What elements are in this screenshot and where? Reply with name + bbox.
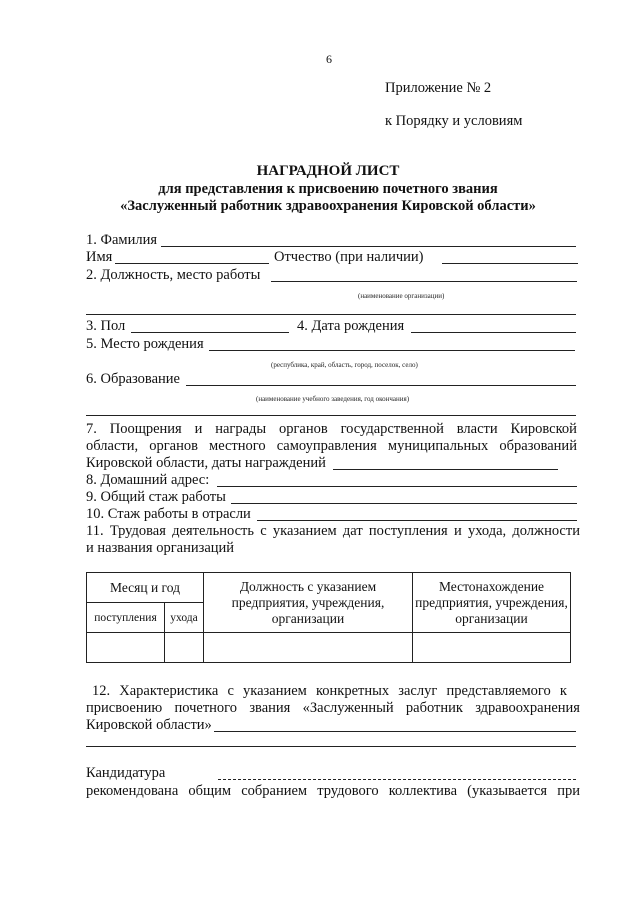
education-line[interactable] [186,385,576,386]
candidacy-label: Кандидатура [86,765,166,781]
education-label: 6. Образование [86,371,180,387]
patronymic-label: Отчество (при наличии) [274,249,424,265]
birth-place-label: 5. Место рождения [86,336,204,352]
position-line[interactable] [271,281,577,282]
position-header: Должность с указанием предприятия, учреждения, организации [204,573,413,633]
exit-cell[interactable] [165,633,204,663]
total-experience-label: 9. Общий стаж работы [86,489,226,505]
form-subtitle: для представления к присвоению почетного звания [158,181,498,197]
characteristics-line-1: 12. Характеристика с указанием конкретных заслуг представляемого к [92,683,567,699]
name-line[interactable] [115,263,269,264]
candidacy-line-2: рекомендована общим собранием трудового коллектива (указывается при [86,783,580,799]
appendix-number: Приложение № 2 [385,80,492,96]
education-line-2[interactable] [86,415,576,416]
location-cell[interactable] [413,633,571,663]
characteristics-label-3: Кировской области» [86,717,212,733]
awards-line[interactable] [333,469,558,470]
page-number: 6 [326,52,332,66]
birth-place-line[interactable] [209,350,575,351]
patronymic-line[interactable] [442,263,578,264]
position-cell[interactable] [204,633,413,663]
table-row[interactable] [87,633,571,663]
sex-label: 3. Пол [86,318,126,334]
entry-header: поступления [87,603,165,633]
address-line[interactable] [217,486,577,487]
candidacy-line[interactable] [218,779,576,780]
labor-label-2: и названия организаций [86,540,235,556]
branch-experience-line[interactable] [257,520,577,521]
sex-line[interactable] [131,332,289,333]
appendix-reference: к Порядку и условиям [385,113,523,129]
total-experience-line[interactable] [231,503,577,504]
birth-date-label: 4. Дата рождения [297,318,405,334]
awards-line-1: 7. Поощрения и награды органов государственной власти Кировской [86,421,577,437]
location-header: Местонахождение предприятия, учреждения, организации [413,573,571,633]
birth-place-hint: (республика, край, область, город, поселок, село) [271,361,418,369]
surname-line[interactable] [161,246,576,247]
form-award-name: «Заслуженный работник здравоохранения Кировской области» [120,198,536,214]
address-label: 8. Домашний адрес: [86,472,210,488]
characteristics-line[interactable] [214,731,576,732]
position-line-2[interactable] [86,314,576,315]
name-label: Имя [86,249,113,265]
education-hint: (наименование учебного заведения, год окончания) [256,395,410,403]
labor-line-1: 11. Трудовая деятельность с указанием дат поступления и ухода, должности [86,523,580,539]
characteristics-line-2: присвоению почетного звания «Заслуженный работник здравоохранения [86,700,580,716]
awards-label-3: Кировской области, даты награждений [86,455,326,471]
surname-label: 1. Фамилия [86,232,157,248]
awards-line-2: области, органов местного самоуправления муниципальных образований [86,438,577,454]
exit-header: ухода [165,603,204,633]
labor-table [86,572,571,663]
branch-experience-label: 10. Стаж работы в отрасли [86,506,251,522]
month-year-header: Месяц и год [87,573,204,603]
organization-hint: (наименование организации) [358,292,445,300]
form-title: НАГРАДНОЙ ЛИСТ [256,163,400,179]
characteristics-line-2-field[interactable] [86,746,576,747]
entry-cell[interactable] [87,633,165,663]
birth-date-line[interactable] [411,332,576,333]
position-label: 2. Должность, место работы [86,267,261,283]
